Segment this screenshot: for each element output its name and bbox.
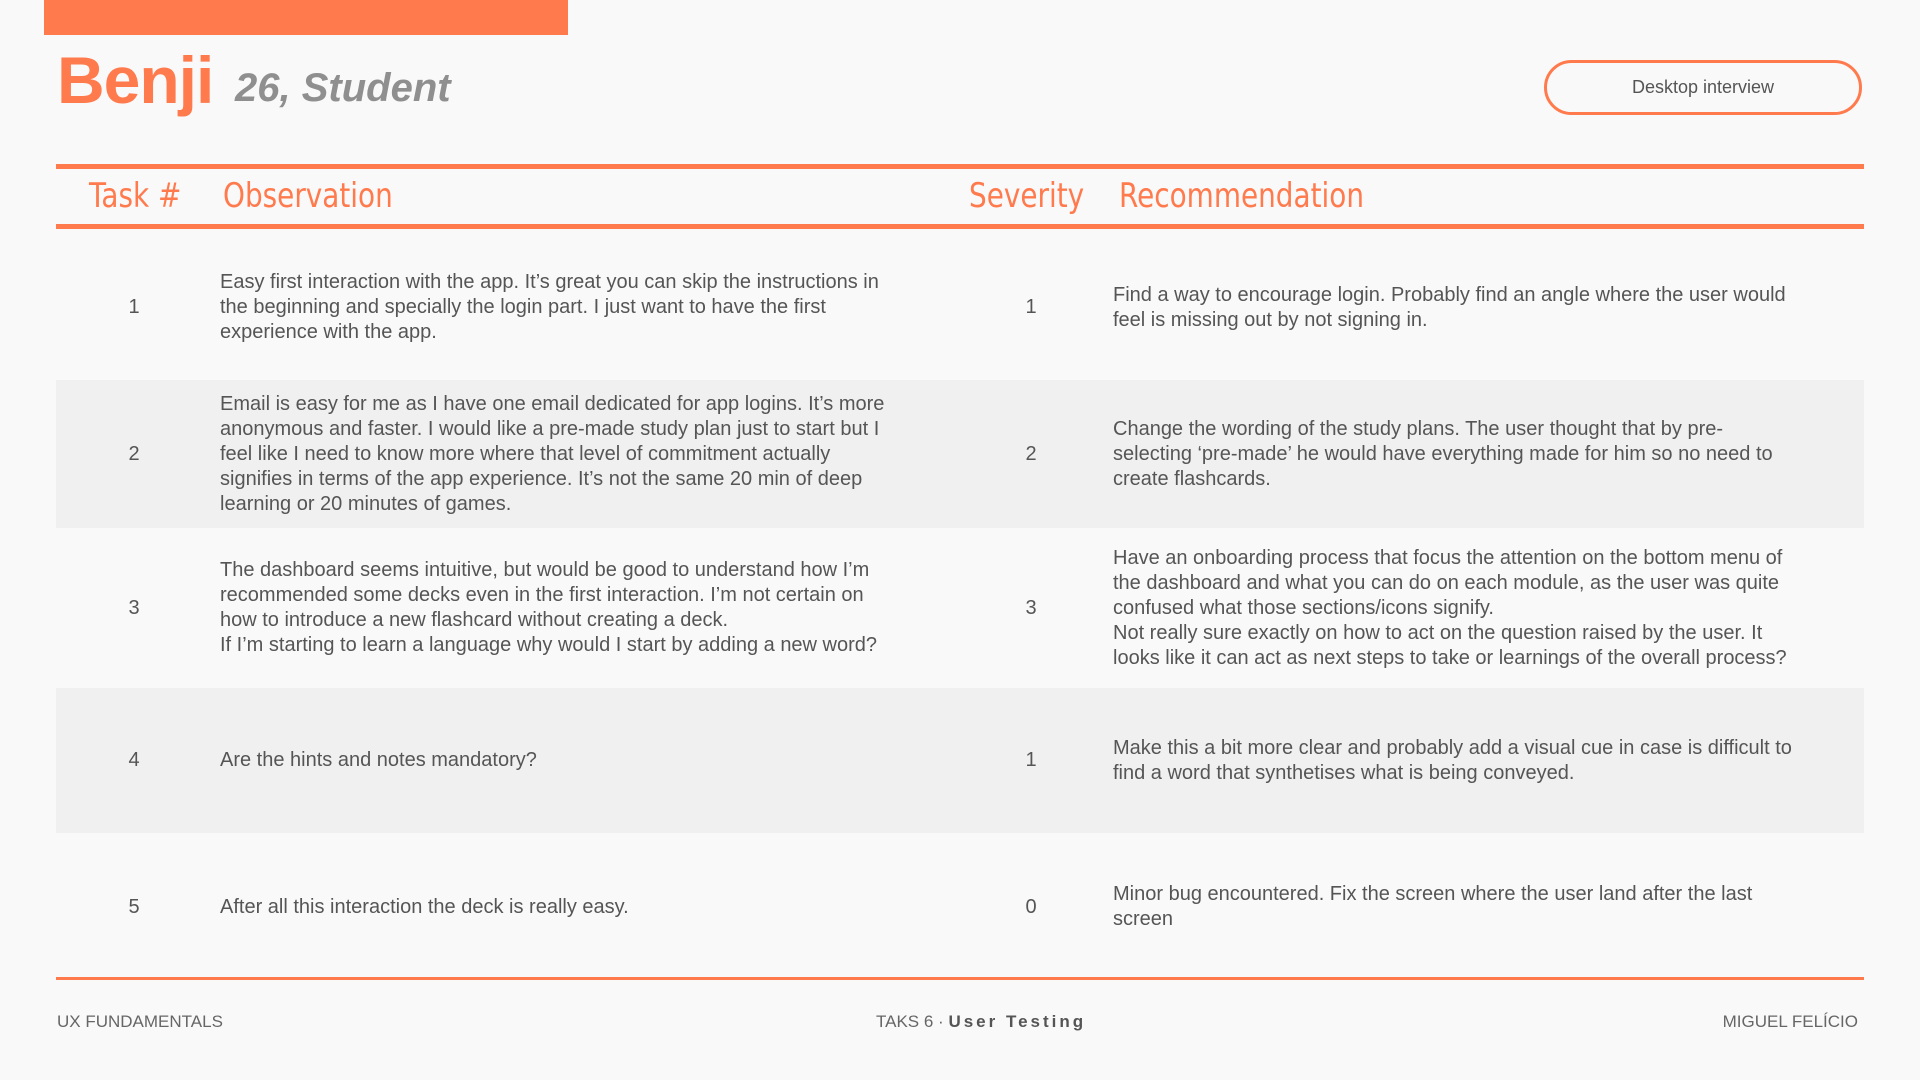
observation-text: The dashboard seems intuitive, but would be good to understand how I’m recommended some decks even in the first interaction. I’m not certain on how to introduce a new flashcard without creating a deck. If I’m starting to learn a language why would I start by adding a new word?: [220, 559, 878, 656]
observation-text: Email is easy for me as I have one email dedicated for app logins. It’s more anonymous and faster. I would like a pre-made study plan just to start but I feel like I need to know more where that level of commitment actually signifies in terms of the app experience. It’s not the same 20 min of deep learning or 20 minutes of games.: [220, 392, 885, 515]
severity-value: 1: [1025, 749, 1037, 771]
task-number: 1: [128, 296, 140, 318]
task-number: 3: [128, 596, 140, 619]
accent-bar: [44, 0, 568, 35]
column-header-task: Task #: [89, 176, 182, 216]
column-header-observation: Observation: [223, 176, 393, 216]
observation-text: Easy first interaction with the app. It’s great you can skip the instructions in the beginning and specially the login part. I just want to have the first experience with the app.: [220, 271, 879, 343]
footer-task-prefix: TAKS 6 ·: [876, 1012, 944, 1031]
footer-task: [876, 1012, 1086, 1032]
footer-course: UX FUNDAMENTALS: [57, 1012, 223, 1031]
severity-value: 0: [1025, 895, 1037, 918]
recommendation-text: Find a way to encourage login. Probably find an angle where the user would feel is missing out by not signing in.: [1113, 283, 1786, 331]
persona-name: Benji: [57, 43, 214, 117]
table-row: [56, 380, 1864, 528]
task-number: 5: [128, 895, 140, 918]
column-header-recommendation: Recommendation: [1119, 176, 1364, 216]
recommendation-text: Make this a bit more clear and probably add a visual cue in case is difficult to find a word that synthetises what is being conveyed.: [1113, 736, 1792, 784]
table-header-rule: [56, 224, 1864, 229]
interview-type-button[interactable]: Desktop interview: [1544, 60, 1862, 115]
table-row: [56, 833, 1864, 981]
severity-value: 2: [1025, 442, 1037, 465]
severity-value: 3: [1025, 596, 1037, 619]
footer-rule: [56, 977, 1864, 980]
severity-value: 1: [1025, 296, 1037, 318]
table-header: [56, 172, 1864, 222]
table-row: [56, 235, 1864, 380]
footer-task-title: User Testing: [948, 1012, 1087, 1031]
recommendation-text: Change the wording of the study plans. The user thought that by pre- selecting ‘pre-made’ he would have everything made for him so no need to create flashcards.: [1113, 417, 1773, 490]
footer-author: MIGUEL FELÍCIO: [1722, 1012, 1858, 1031]
findings-table: [56, 235, 1864, 981]
persona-subtitle: 26, Student: [235, 66, 451, 110]
task-number: 2: [128, 442, 140, 465]
column-header-severity: Severity: [969, 176, 1085, 216]
table-top-rule: [56, 164, 1864, 169]
recommendation-text: Minor bug encountered. Fix the screen where the user land after the last screen: [1113, 883, 1753, 930]
recommendation-text: Have an onboarding process that focus the attention on the bottom menu of the dashboard and what you can do on each module, as the user was quite confused what those sections/icons signify. Not really sure exactly on how to act on the question raised by the user. It looks like it can act as next steps to take or learnings of the overall process?: [1113, 546, 1787, 669]
table-row: [56, 688, 1864, 833]
task-number: 4: [128, 749, 140, 771]
observation-text: Are the hints and notes mandatory?: [220, 749, 537, 771]
observation-text: After all this interaction the deck is really easy.: [220, 895, 629, 918]
table-row: [56, 528, 1864, 688]
